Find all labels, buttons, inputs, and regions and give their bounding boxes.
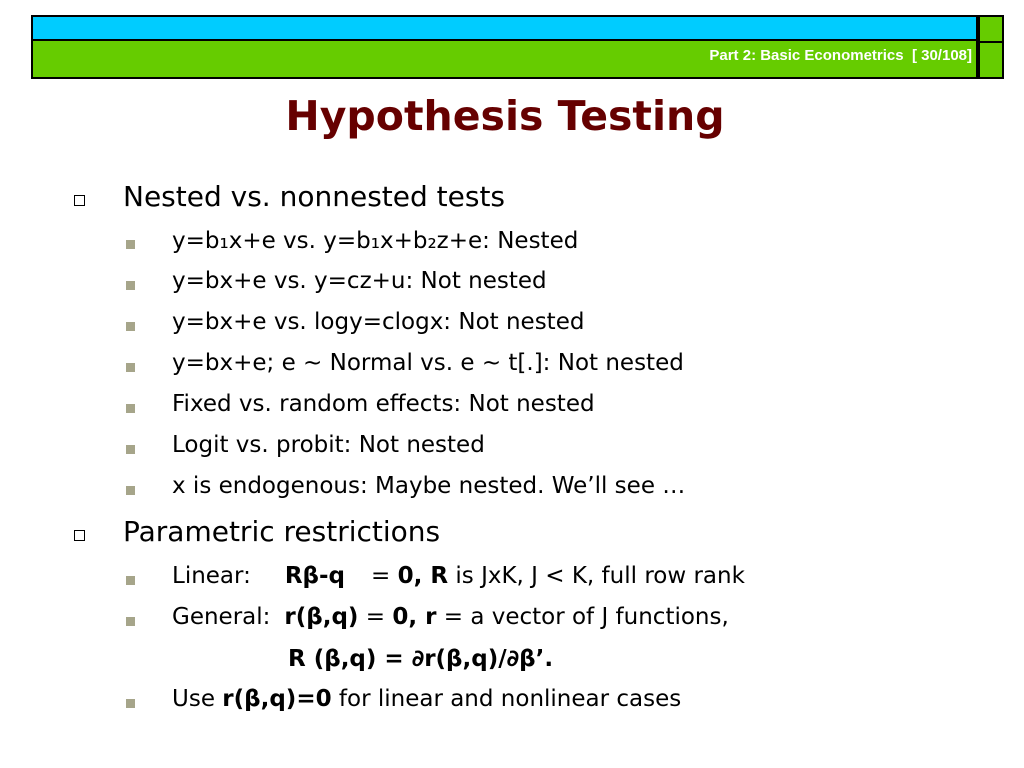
- list-item: Logit vs. probit: Not nested: [172, 432, 485, 458]
- section-heading-parametric: Parametric restrictions: [123, 515, 441, 548]
- list-item: y=bx+e vs. logy=clogx: Not nested: [172, 309, 585, 335]
- use-prefix: Use: [172, 686, 223, 712]
- slide-header-text: Part 2: Basic Econometrics [ 30/108]: [709, 47, 972, 64]
- use-description: for linear and nonlinear cases: [331, 686, 682, 712]
- list-item: y=bx+e vs. y=cz+u: Not nested: [172, 268, 547, 294]
- square-bullet: [126, 576, 135, 585]
- general-rhs: 0, r: [392, 604, 437, 630]
- general-expression: r(β,q): [284, 604, 359, 630]
- header-corner-square-top: [978, 15, 1004, 43]
- square-bullet: [126, 445, 135, 454]
- linear-label: Linear:: [172, 563, 251, 589]
- square-bullet: [126, 699, 135, 708]
- square-bullet: [126, 240, 135, 249]
- general-equals: =: [358, 604, 393, 630]
- use-restriction: [172, 686, 681, 712]
- square-bullet: [126, 404, 135, 413]
- section-heading-nested: Nested vs. nonnested tests: [123, 180, 506, 213]
- list-item: x is endogenous: Maybe nested. We’ll see …: [172, 473, 686, 499]
- square-bullet: [126, 281, 135, 290]
- square-bullet: [126, 486, 135, 495]
- jacobian-formula: R (β,q) = ∂r(β,q)/∂β’.: [288, 646, 554, 672]
- list-item: y=bx+e; e ~ Normal vs. e ~ t[.]: Not nested: [172, 350, 684, 376]
- use-expression: r(β,q)=0: [222, 686, 332, 712]
- square-bullet: [126, 617, 135, 626]
- linear-expression: Rβ-q: [284, 563, 346, 589]
- square-bullet: [126, 363, 135, 372]
- linear-description: is JxK, J < K, full row rank: [448, 563, 745, 589]
- hollow-square-bullet: [74, 530, 85, 541]
- general-restriction: [172, 604, 729, 630]
- general-description: = a vector of J functions,: [436, 604, 729, 630]
- list-item: y=b₁x+e vs. y=b₁x+b₂z+e: Nested: [172, 228, 579, 254]
- slide-title: Hypothesis Testing: [285, 92, 725, 140]
- linear-equals: =: [371, 563, 398, 589]
- linear-rhs: 0, R: [397, 563, 449, 589]
- list-item: Fixed vs. random effects: Not nested: [172, 391, 595, 417]
- header-top-band: [31, 15, 978, 41]
- linear-restriction: [172, 563, 745, 589]
- header-corner-square-bottom: [978, 43, 1004, 79]
- general-label: General:: [172, 604, 271, 630]
- hollow-square-bullet: [74, 195, 85, 206]
- square-bullet: [126, 322, 135, 331]
- header-bottom-band: [31, 41, 978, 79]
